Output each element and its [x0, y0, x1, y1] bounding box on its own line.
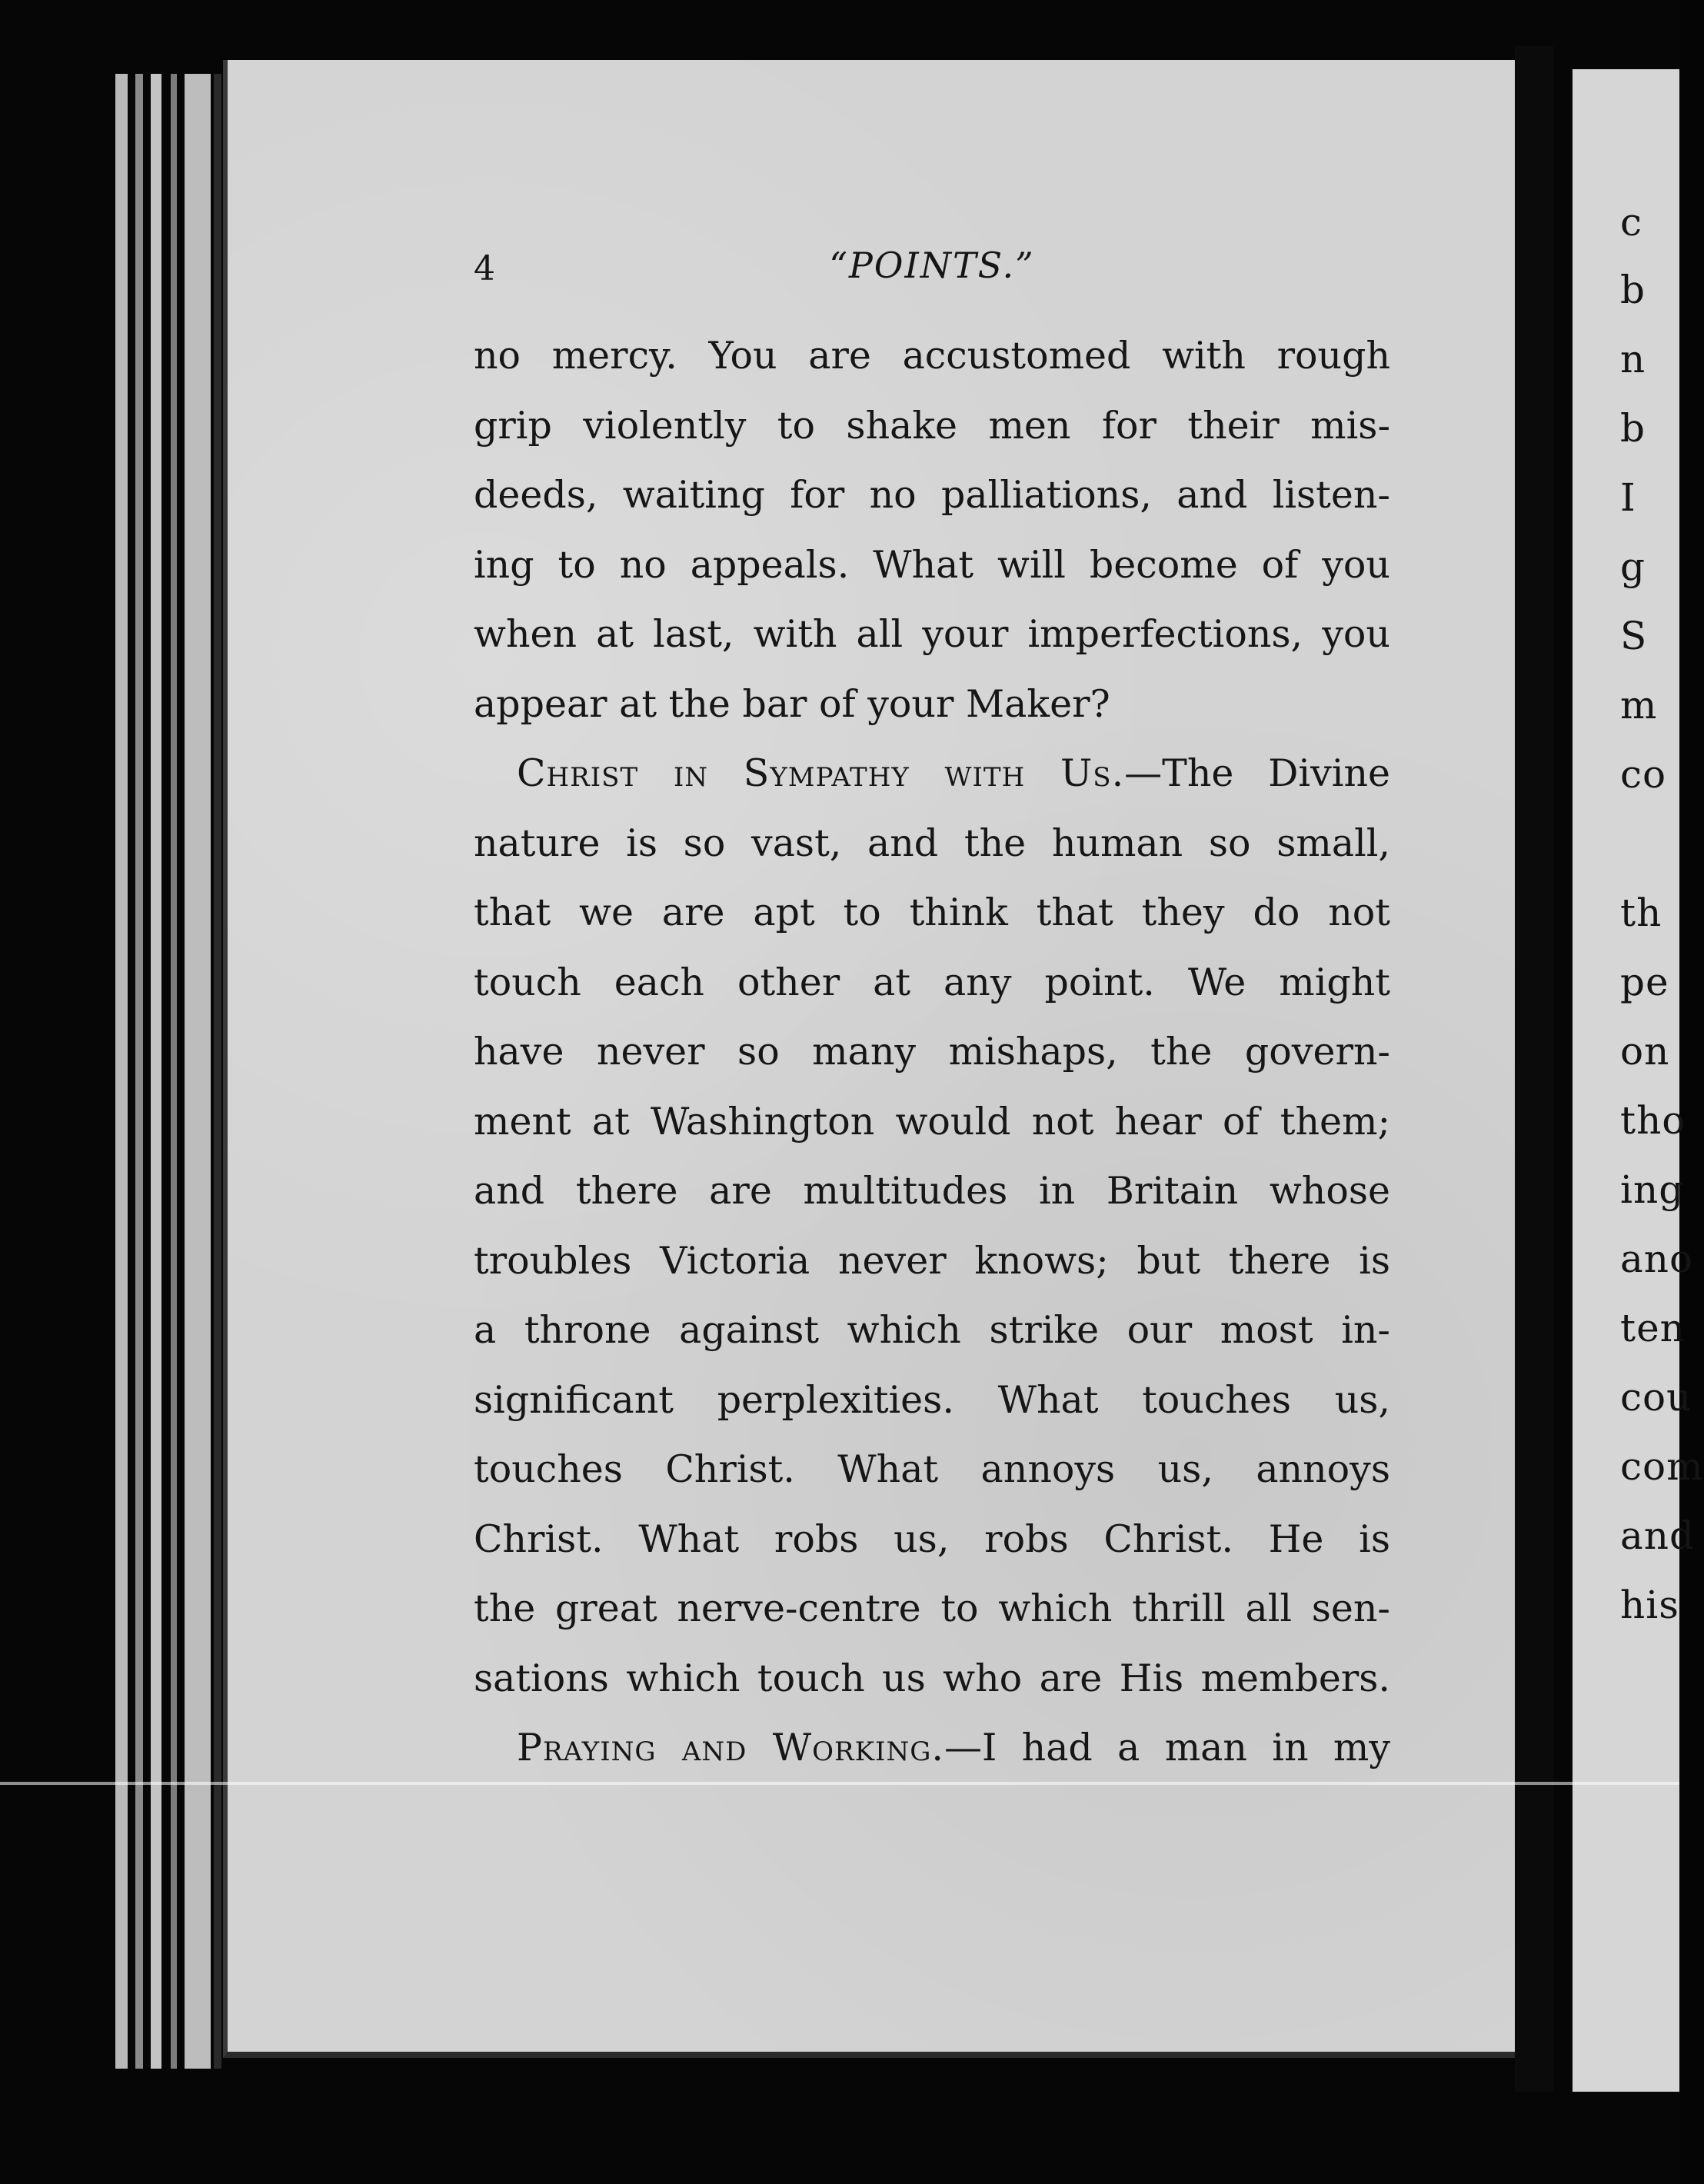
- section-first-line: [474, 739, 1390, 809]
- text-line: touch each other at any point. We might: [474, 960, 1390, 1004]
- facing-line: cou: [1620, 1375, 1692, 1420]
- text-line: have never so many mishaps, the govern-: [474, 1030, 1390, 1074]
- text-line: sations which touch us who are His members.: [474, 1656, 1390, 1700]
- text-line: troubles Victoria never knows; but there is: [474, 1238, 1390, 1283]
- text-line: a throne against which strike our most in-: [474, 1308, 1390, 1352]
- text-line: deeds, waiting for no palliations, and listen-: [474, 473, 1390, 517]
- facing-line: ano: [1620, 1237, 1694, 1281]
- facing-line: ten: [1620, 1306, 1686, 1350]
- facing-line: com: [1620, 1444, 1704, 1489]
- text-fragment: —The Divine: [1124, 751, 1391, 795]
- book-edge-line: [185, 74, 211, 2069]
- section-heading: Christ in Sympathy with Us.: [517, 751, 1125, 795]
- text-line: significant perplexities. What touches us,: [474, 1377, 1390, 1422]
- facing-page-fragment: [1573, 69, 1704, 2092]
- book-gutter: [1515, 46, 1553, 2092]
- text-line: that we are apt to think that they do not: [474, 891, 1390, 934]
- facing-line: I: [1620, 475, 1636, 520]
- book-edge-line: [115, 74, 128, 2069]
- section-heading: Praying and Working.: [517, 1726, 944, 1770]
- text-line: ing to no appeals. What will become of you: [474, 542, 1390, 587]
- page-number: 4: [474, 249, 495, 288]
- text-line: touches Christ. What annoys us, annoys: [474, 1447, 1390, 1491]
- text-line: appear at the bar of your Maker?: [474, 681, 1110, 726]
- text-fragment: —I had a man in my: [944, 1726, 1391, 1770]
- text-line: when at last, with all your imperfections, you: [474, 612, 1390, 656]
- running-title: “POINTS.”: [829, 245, 1035, 286]
- facing-line: pe: [1620, 960, 1669, 1004]
- facing-line: on: [1620, 1029, 1670, 1074]
- body-text: [474, 321, 1390, 1783]
- text-line: Christ. What robs us, robs Christ. He is: [474, 1516, 1390, 1561]
- text-line: grip violently to shake men for their mis-: [474, 403, 1390, 448]
- facing-line: b: [1620, 268, 1646, 312]
- book-edge-line: [151, 74, 161, 2069]
- facing-line: tho: [1620, 1098, 1686, 1143]
- facing-line: his: [1620, 1583, 1679, 1627]
- book-edge-line: [214, 74, 221, 2069]
- text-line: ment at Washington would not hear of them;: [474, 1099, 1390, 1144]
- running-head: [474, 245, 1390, 298]
- book-edge-line: [171, 74, 177, 2069]
- facing-line: b: [1620, 406, 1646, 451]
- facing-line: S: [1620, 614, 1648, 658]
- facing-line: and: [1620, 1513, 1696, 1558]
- facing-line: n: [1620, 337, 1646, 381]
- facing-line: th: [1620, 891, 1662, 935]
- facing-line: m: [1620, 683, 1658, 727]
- section-first-line: [474, 1713, 1390, 1783]
- text-line: and there are multitudes in Britain whose: [474, 1169, 1390, 1213]
- scan-artifact-line: [0, 1782, 1679, 1785]
- book-edge-line: [135, 74, 143, 2069]
- facing-line: g: [1620, 544, 1646, 589]
- facing-line: ing: [1620, 1167, 1685, 1212]
- facing-line: co: [1620, 752, 1667, 797]
- text-line: no mercy. You are accustomed with rough: [474, 334, 1390, 378]
- text-line: nature is so vast, and the human so small,: [474, 821, 1390, 865]
- text-line: the great nerve-centre to which thrill all sen-: [474, 1586, 1390, 1630]
- facing-line: c: [1620, 200, 1643, 245]
